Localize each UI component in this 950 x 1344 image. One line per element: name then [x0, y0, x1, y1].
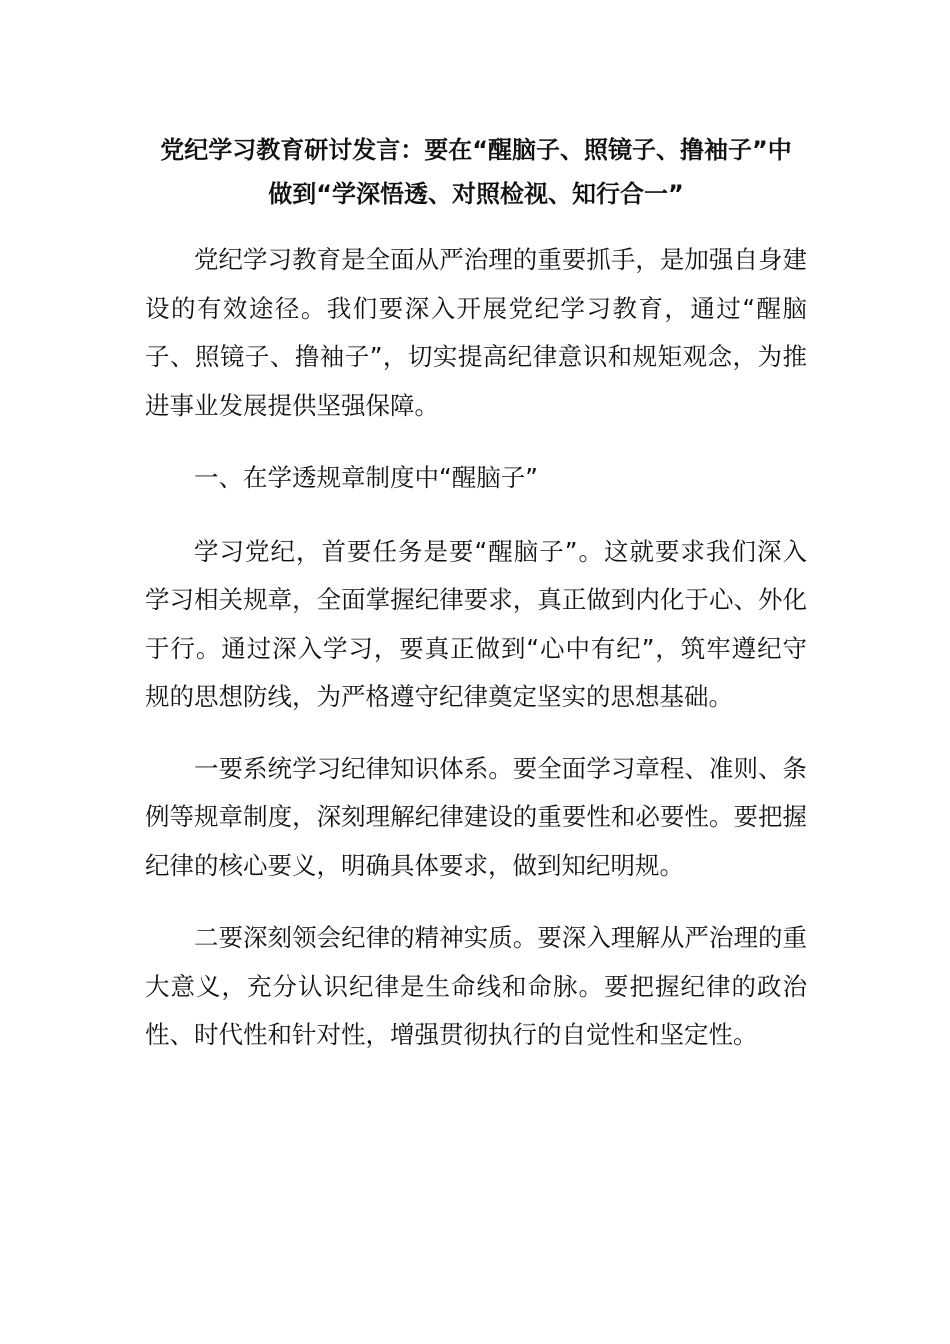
title-line-1: 党纪学习教育研讨发言：要在“醒脑子、照镜子、撸袖子”中	[160, 136, 792, 164]
body-paragraph-1: 学习党纪，首要任务是要“醒脑子”。这就要求我们深入学习相关规章，全面掌握纪律要求，真正做到内化于心、外化于行。通过深入学习，要真正做到“心中有纪”，筑牢遵纪守规的思想防线，为严格遵守纪律奠定坚实的思想基础。	[145, 536, 807, 711]
body-paragraph-2: 一要系统学习纪律知识体系。要全面学习章程、准则、条例等规章制度，深刻理解纪律建设的重要性和必要性。要把握纪律的核心要义，明确具体要求，做到知纪明规。	[145, 753, 807, 880]
document-page	[145, 128, 807, 1060]
intro-paragraph: 党纪学习教育是全面从严治理的重要抓手，是加强自身建设的有效途径。我们要深入开展党纪学习教育，通过“醒脑子、照镜子、撸袖子”，切实提高纪律意识和规矩观念，为推进事业发展提供坚强保障。	[145, 245, 807, 420]
document-title	[145, 128, 807, 216]
body-paragraph-3: 二要深刻领会纪律的精神实质。要深入理解从严治理的重大意义，充分认识纪律是生命线和命脉。要把握纪律的政治性、时代性和针对性，增强贯彻执行的自觉性和坚定性。	[145, 923, 807, 1049]
section-heading-1: 一、在学透规章制度中“醒脑子”	[194, 463, 538, 492]
title-line-2: 做到“学深悟透、对照检视、知行合一”	[268, 180, 684, 208]
